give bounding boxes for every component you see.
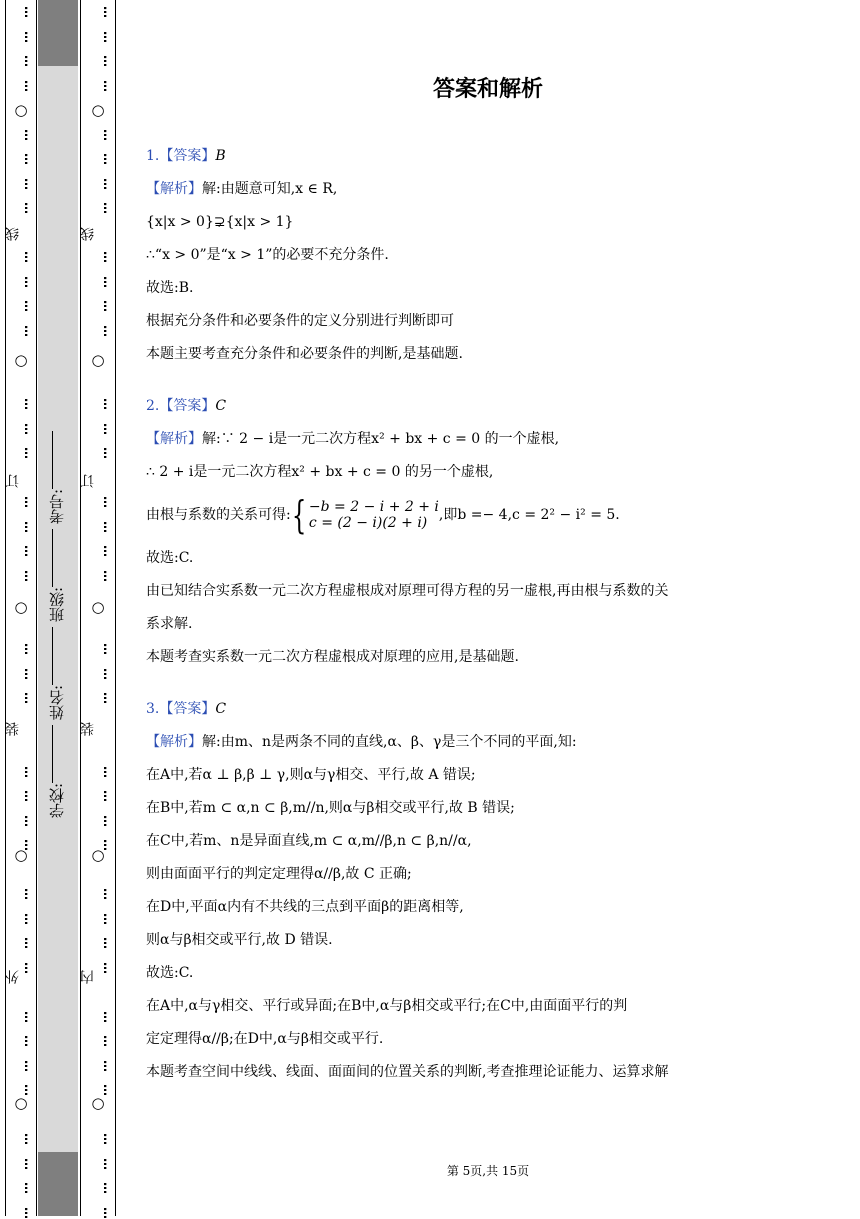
name-label: 姓名: (48, 685, 66, 721)
inner-dotted-cut-line: … (101, 643, 115, 655)
outer-dotted-cut-line: … (22, 912, 36, 925)
q2-equation-system (309, 499, 439, 531)
inner-punch-circle: ○ (91, 1094, 105, 1112)
answer-content (146, 146, 836, 1095)
q3-analysis-line-2: 在A中,若α ⊥ β,β ⊥ γ,则α与γ相交、平行,故 A 错误; (146, 767, 476, 783)
inner-cut-label: 线 (80, 227, 96, 241)
q3-analysis-line-7: 则α与β相交或平行,故 D 错误. (146, 932, 333, 948)
outer-dotted-cut-line: … (22, 937, 36, 949)
inner-dotted-cut-line: … (101, 961, 115, 974)
inner-dotted-cut-line: … (101, 1035, 115, 1047)
inner-binding-strip (80, 0, 116, 1219)
outer-dotted-cut-line: … (22, 1182, 36, 1194)
q1-analysis-line-2: {x|x > 0}⊋{x|x > 1} (146, 214, 294, 230)
page-title: 答案和解析 (432, 77, 543, 102)
q1-answer-line (146, 146, 836, 166)
q2-text-3-post: ,即b =− 4,c = 2² − i² = 5. (438, 507, 620, 523)
band-top-block (38, 0, 78, 66)
q3-analysis-line-9: 在A中,α与γ相交、平行或异面;在B中,α与β相交或平行;在C中,由面面平行的判 (146, 998, 628, 1014)
inner-dotted-cut-line: … (101, 79, 115, 92)
outer-punch-circle: ○ (14, 846, 28, 864)
outer-dotted-cut-line: … (22, 888, 36, 900)
q3-text-1: 解:由m、n是两条不同的直线,α、β、γ是三个不同的平面,知: (202, 734, 577, 750)
outer-dotted-cut-line: … (22, 1157, 36, 1170)
outer-dotted-cut-line: … (22, 814, 36, 827)
outer-dotted-cut-line: … (22, 1010, 36, 1023)
outer-dotted-cut-line: … (22, 1084, 36, 1096)
q3-analysis-line-3: 在B中,若m ⊂ α,n ⊂ β,m//n,则α与β相交或平行,故 B 错误; (146, 800, 515, 816)
q2-equation-2: c = (2 − i)(2 + i) (308, 515, 428, 531)
inner-dotted-cut-line: … (101, 1010, 115, 1023)
inner-dotted-cut-line: … (101, 153, 115, 165)
inner-dotted-cut-line: … (101, 912, 115, 925)
inner-dotted-cut-line: … (101, 790, 115, 802)
page-footer: 第 5页,共 15页 (446, 1164, 530, 1178)
outer-dotted-cut-line: … (22, 398, 36, 410)
outer-dotted-cut-line: … (22, 153, 36, 165)
inner-cut-label: 订 (80, 474, 96, 488)
q2-analysis-line-6: 系求解. (146, 616, 193, 632)
outer-strip-marks (5, 0, 36, 1219)
outer-dotted-cut-line: … (22, 447, 36, 459)
class-label: 班级: (48, 587, 66, 623)
q2-answer-line (146, 396, 836, 416)
outer-dotted-cut-line: … (22, 643, 36, 655)
inner-dotted-cut-line: … (101, 30, 115, 43)
inner-dotted-cut-line: … (101, 6, 115, 18)
class-blank[interactable] (53, 529, 54, 587)
outer-punch-circle: ○ (14, 598, 28, 616)
inner-dotted-cut-line: … (101, 545, 115, 557)
outer-dotted-cut-line: … (22, 1206, 36, 1219)
q3-answer-line (146, 699, 836, 719)
q3-analysis-line-8: 故选:C. (146, 965, 194, 981)
q3-analysis-line-11: 本题考查空间中线线、线面、面面间的位置关系的判断,考查推理论证能力、运算求解 (146, 1064, 669, 1080)
inner-dotted-cut-line: … (101, 814, 115, 827)
outer-dotted-cut-line: … (22, 324, 36, 337)
inner-dotted-cut-line: … (101, 251, 115, 263)
q2-answer-tag: 【答案】 (159, 398, 216, 414)
outer-dotted-cut-line: … (22, 496, 36, 508)
outer-binding-strip (5, 0, 37, 1219)
q2-analysis-line-2: ∴ 2 + i是一元二次方程x² + bx + c = 0 的另一个虚根, (146, 464, 494, 480)
inner-dotted-cut-line: … (101, 1182, 115, 1194)
outer-dotted-cut-line: … (22, 692, 36, 704)
left-brace: { (291, 493, 307, 537)
outer-dotted-cut-line: … (22, 79, 36, 92)
q2-analysis-line-4: 故选:C. (146, 550, 194, 566)
q2-number: 2. (146, 398, 160, 414)
school-label: 学校: (48, 782, 66, 818)
inner-dotted-cut-line: … (101, 1084, 115, 1096)
outer-dotted-cut-line: … (22, 177, 36, 190)
outer-cut-label: 订 (5, 474, 21, 488)
outer-dotted-cut-line: … (22, 569, 36, 582)
q3-answer: C (215, 701, 227, 717)
q3-analysis-line-4: 在C中,若m、n是异面直线,m ⊂ α,m//β,n ⊂ β,n//α, (146, 833, 472, 849)
outer-dotted-cut-line: … (22, 422, 36, 435)
q2-text-1: 解:∵ 2 − i是一元二次方程x² + bx + c = 0 的一个虚根, (202, 431, 560, 447)
inner-dotted-cut-line: … (101, 520, 115, 533)
q1-analysis-line-1 (146, 179, 836, 199)
q2-analysis-line-5: 由已知结合实系数一元二次方程虚根成对原理可得方程的另一虚根,再由根与系数的关 (146, 583, 669, 599)
inner-punch-circle: ○ (91, 101, 105, 119)
outer-cut-label: 装 (5, 722, 21, 736)
inner-dotted-cut-line: … (101, 839, 115, 851)
band-bottom-block (38, 1152, 78, 1216)
q1-analysis-tag: 【解析】 (146, 181, 202, 197)
q3-analysis-line-5: 则由面面平行的判定定理得α//β,故 C 正确; (146, 866, 412, 882)
inner-dotted-cut-line: … (101, 177, 115, 190)
outer-dotted-cut-line: … (22, 300, 36, 312)
inner-punch-circle: ○ (91, 846, 105, 864)
inner-punch-circle: ○ (91, 351, 105, 369)
outer-cut-label: 线 (5, 227, 21, 241)
inner-dotted-cut-line: … (101, 398, 115, 410)
q2-answer: C (215, 398, 227, 414)
outer-dotted-cut-line: … (22, 1059, 36, 1072)
q3-number: 3. (146, 701, 160, 717)
q1-analysis-line-3: ∴“x > 0”是“x > 1”的必要不充分条件. (146, 247, 389, 263)
outer-dotted-cut-line: … (22, 1035, 36, 1047)
inner-dotted-cut-line: … (101, 937, 115, 949)
q2-equation-1: −b = 2 − i + 2 + i (308, 499, 439, 515)
outer-dotted-cut-line: … (22, 55, 36, 67)
inner-dotted-cut-line: … (101, 447, 115, 459)
outer-punch-circle: ○ (14, 1094, 28, 1112)
q3-analysis-line-1 (146, 732, 836, 752)
inner-cut-label: 装 (80, 722, 96, 736)
q1-analysis-line-5: 根据充分条件和必要条件的定义分别进行判断即可 (146, 313, 454, 329)
inner-dotted-cut-line: … (101, 128, 115, 141)
q3-analysis-line-10: 定定理得α//β;在D中,α与β相交或平行. (146, 1031, 384, 1047)
outer-punch-circle: ○ (14, 351, 28, 369)
q3-answer-tag: 【答案】 (159, 701, 216, 717)
inner-dotted-cut-line: … (101, 1133, 115, 1145)
inner-dotted-cut-line: … (101, 300, 115, 312)
outer-dotted-cut-line: … (22, 961, 36, 974)
q1-analysis-line-6: 本题主要考查充分条件和必要条件的判断,是基础题. (146, 346, 463, 362)
inner-dotted-cut-line: … (101, 692, 115, 704)
outer-dotted-cut-line: … (22, 790, 36, 802)
inner-dotted-cut-line: … (101, 569, 115, 582)
q1-text-1: 解:由题意可知,x ∈ R, (202, 181, 338, 197)
outer-dotted-cut-line: … (22, 251, 36, 263)
outer-cut-label: 外 (5, 970, 21, 984)
q2-text-3-pre: 由根与系数的关系可得: (146, 507, 291, 523)
outer-dotted-cut-line: … (22, 1133, 36, 1145)
outer-dotted-cut-line: … (22, 30, 36, 43)
outer-dotted-cut-line: … (22, 275, 36, 288)
q2-analysis-line-7: 本题考查实系数一元二次方程虚根成对原理的应用,是基础题. (146, 649, 519, 665)
q2-analysis-line-3 (146, 495, 836, 535)
inner-dotted-cut-line: … (101, 1059, 115, 1072)
exam-number-label: 考号: (48, 489, 66, 525)
q2-analysis-tag: 【解析】 (146, 431, 202, 447)
outer-dotted-cut-line: … (22, 6, 36, 18)
inner-punch-circle: ○ (91, 598, 105, 616)
inner-dotted-cut-line: … (101, 1157, 115, 1170)
inner-dotted-cut-line: … (101, 888, 115, 900)
q1-answer: B (215, 148, 226, 164)
inner-dotted-cut-line: … (101, 496, 115, 508)
inner-strip-marks (80, 0, 115, 1219)
outer-dotted-cut-line: … (22, 667, 36, 680)
inner-dotted-cut-line: … (101, 422, 115, 435)
inner-dotted-cut-line: … (101, 765, 115, 778)
name-blank[interactable] (53, 627, 54, 685)
inner-dotted-cut-line: … (101, 55, 115, 67)
outer-dotted-cut-line: … (22, 839, 36, 851)
outer-dotted-cut-line: … (22, 545, 36, 557)
q1-analysis-line-4: 故选:B. (146, 280, 194, 296)
q3-analysis-line-6: 在D中,平面α内有不共线的三点到平面β的距离相等, (146, 899, 464, 915)
inner-dotted-cut-line: … (101, 202, 115, 214)
student-info-fields (46, 398, 70, 818)
outer-dotted-cut-line: … (22, 128, 36, 141)
exam-number-blank[interactable] (53, 431, 54, 489)
q2-analysis-line-1 (146, 429, 836, 449)
inner-dotted-cut-line: … (101, 275, 115, 288)
inner-dotted-cut-line: … (101, 324, 115, 337)
school-blank[interactable] (53, 725, 54, 783)
q1-number: 1. (146, 148, 160, 164)
q1-answer-tag: 【答案】 (159, 148, 216, 164)
outer-punch-circle: ○ (14, 101, 28, 119)
outer-dotted-cut-line: … (22, 202, 36, 214)
inner-dotted-cut-line: … (101, 667, 115, 680)
outer-dotted-cut-line: … (22, 765, 36, 778)
inner-dotted-cut-line: … (101, 1206, 115, 1219)
outer-dotted-cut-line: … (22, 520, 36, 533)
q3-analysis-tag: 【解析】 (146, 734, 202, 750)
inner-cut-label: 内 (80, 970, 96, 984)
